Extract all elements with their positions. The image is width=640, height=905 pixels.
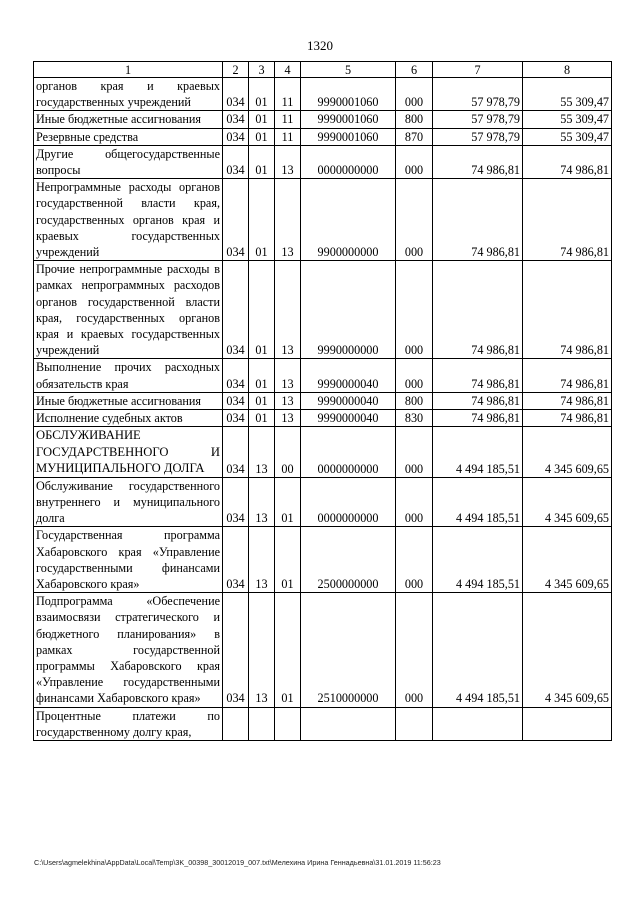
row-c3: 01 <box>249 128 275 145</box>
row-c8 <box>523 707 612 740</box>
row-c7 <box>433 707 523 740</box>
row-c3: 01 <box>249 261 275 359</box>
row-c7: 4 494 185,51 <box>433 527 523 593</box>
budget-table <box>33 61 612 741</box>
row-name: Выполнение прочих расходных обязательств края <box>34 359 223 392</box>
row-c6: 870 <box>396 128 433 145</box>
row-name: Обслуживание государственного внутреннего и муниципального долга <box>34 477 223 527</box>
row-c7: 4 494 185,51 <box>433 427 523 478</box>
row-c5: 9990001060 <box>301 111 396 128</box>
row-c6: 000 <box>396 78 433 111</box>
table-row <box>34 128 612 145</box>
row-c4: 00 <box>275 427 301 478</box>
row-c7: 74 986,81 <box>433 145 523 178</box>
row-name: Другие общегосударственные вопросы <box>34 145 223 178</box>
col-header-7: 7 <box>433 62 523 78</box>
row-c4: 13 <box>275 179 301 261</box>
row-c6: 000 <box>396 179 433 261</box>
row-c8: 4 345 609,65 <box>523 593 612 707</box>
table-row <box>34 359 612 392</box>
row-c2: 034 <box>223 145 249 178</box>
row-c3: 01 <box>249 179 275 261</box>
row-name: Исполнение судебных актов <box>34 410 223 427</box>
row-c2: 034 <box>223 359 249 392</box>
row-c8: 74 986,81 <box>523 145 612 178</box>
row-c8: 55 309,47 <box>523 128 612 145</box>
row-c3: 13 <box>249 593 275 707</box>
page-number: 1320 <box>307 38 333 53</box>
row-name: Иные бюджетные ассигнования <box>34 111 223 128</box>
row-c2: 034 <box>223 593 249 707</box>
row-c4: 01 <box>275 477 301 527</box>
row-c4: 13 <box>275 392 301 409</box>
row-c6: 000 <box>396 427 433 478</box>
row-c4: 11 <box>275 111 301 128</box>
table-row <box>34 145 612 178</box>
row-c7: 4 494 185,51 <box>433 477 523 527</box>
row-c2: 034 <box>223 427 249 478</box>
col-header-4: 4 <box>275 62 301 78</box>
row-name: Процентные платежи по государственному долгу края, <box>34 707 223 740</box>
col-header-3: 3 <box>249 62 275 78</box>
row-c7: 57 978,79 <box>433 78 523 111</box>
row-c8: 74 986,81 <box>523 261 612 359</box>
table-row <box>34 78 612 111</box>
row-name: Государственная программа Хабаровского края «Управление государственными финансами Хабаровского края» <box>34 527 223 593</box>
row-c6: 000 <box>396 261 433 359</box>
row-c2 <box>223 707 249 740</box>
row-c8: 74 986,81 <box>523 359 612 392</box>
row-c6: 000 <box>396 527 433 593</box>
row-c3: 01 <box>249 392 275 409</box>
row-name: Иные бюджетные ассигнования <box>34 392 223 409</box>
row-c2: 034 <box>223 78 249 111</box>
row-c3: 01 <box>249 145 275 178</box>
file-path-footer: C:\Users\agmelekhina\AppData\Local\Temp\3K_00398_30012019_007.txt\Мелехина Ирина Геннадьевна\31.01.2019 11:56:23 <box>34 858 441 867</box>
row-c3: 01 <box>249 410 275 427</box>
row-c5: 9990001060 <box>301 128 396 145</box>
row-c8: 74 986,81 <box>523 392 612 409</box>
row-c8: 4 345 609,65 <box>523 477 612 527</box>
row-c4: 13 <box>275 145 301 178</box>
row-c3: 01 <box>249 111 275 128</box>
table-row <box>34 261 612 359</box>
row-c5: 0000000000 <box>301 427 396 478</box>
row-c4: 13 <box>275 261 301 359</box>
row-c3: 13 <box>249 527 275 593</box>
row-c2: 034 <box>223 128 249 145</box>
table-row <box>34 111 612 128</box>
row-c3: 01 <box>249 78 275 111</box>
row-c5: 9990000040 <box>301 359 396 392</box>
row-c6: 000 <box>396 359 433 392</box>
row-c7: 74 986,81 <box>433 179 523 261</box>
table-row <box>34 179 612 261</box>
row-c6 <box>396 707 433 740</box>
row-c5: 9900000000 <box>301 179 396 261</box>
row-c7: 74 986,81 <box>433 359 523 392</box>
row-c3: 13 <box>249 477 275 527</box>
table-row <box>34 707 612 740</box>
row-c2: 034 <box>223 527 249 593</box>
row-c6: 800 <box>396 392 433 409</box>
row-c5: 9990000000 <box>301 261 396 359</box>
col-header-6: 6 <box>396 62 433 78</box>
row-c5: 2500000000 <box>301 527 396 593</box>
row-c4: 11 <box>275 128 301 145</box>
row-c3: 13 <box>249 427 275 478</box>
row-c4: 11 <box>275 78 301 111</box>
row-c4: 13 <box>275 359 301 392</box>
row-c2: 034 <box>223 410 249 427</box>
row-name: органов края и краевых государственных учреждений <box>34 78 223 111</box>
row-c4: 01 <box>275 527 301 593</box>
col-header-2: 2 <box>223 62 249 78</box>
col-header-8: 8 <box>523 62 612 78</box>
row-c8: 4 345 609,65 <box>523 427 612 478</box>
row-c6: 830 <box>396 410 433 427</box>
row-c5: 9990000040 <box>301 410 396 427</box>
row-c4: 13 <box>275 410 301 427</box>
row-name: Подпрограмма «Обеспечение взаимосвязи стратегического и бюджетного планирования» в рамках государственной программы Хабаровского края «Управление государственными финансами Хабаровского края» <box>34 593 223 707</box>
row-c5: 0000000000 <box>301 477 396 527</box>
col-header-1: 1 <box>34 62 223 78</box>
row-name: Непрограммные расходы органов государственной власти края, государственных органов края и краевых государственных учреждений <box>34 179 223 261</box>
col-header-5: 5 <box>301 62 396 78</box>
table-row <box>34 477 612 527</box>
row-c8: 55 309,47 <box>523 78 612 111</box>
row-c6: 000 <box>396 145 433 178</box>
row-c5: 0000000000 <box>301 145 396 178</box>
row-c7: 57 978,79 <box>433 128 523 145</box>
row-c7: 74 986,81 <box>433 392 523 409</box>
table-row <box>34 527 612 593</box>
row-c8: 55 309,47 <box>523 111 612 128</box>
row-c5: 9990000040 <box>301 392 396 409</box>
row-name: Прочие непрограммные расходы в рамках непрограммных расходов органов государственной власти края, государственных органов края и краевых государственных учреждений <box>34 261 223 359</box>
row-c7: 74 986,81 <box>433 261 523 359</box>
row-c2: 034 <box>223 179 249 261</box>
row-name: ОБСЛУЖИВАНИЕ ГОСУДАРСТВЕННОГО И МУНИЦИПАЛЬНОГО ДОЛГА <box>34 427 223 478</box>
row-c8: 4 345 609,65 <box>523 527 612 593</box>
row-c2: 034 <box>223 477 249 527</box>
row-c8: 74 986,81 <box>523 179 612 261</box>
row-c7: 57 978,79 <box>433 111 523 128</box>
row-c6: 000 <box>396 477 433 527</box>
row-c5: 9990001060 <box>301 78 396 111</box>
row-c2: 034 <box>223 261 249 359</box>
row-c8: 74 986,81 <box>523 410 612 427</box>
table-row <box>34 593 612 707</box>
row-c6: 000 <box>396 593 433 707</box>
row-c7: 4 494 185,51 <box>433 593 523 707</box>
row-c6: 800 <box>396 111 433 128</box>
row-c3 <box>249 707 275 740</box>
row-name: Резервные средства <box>34 128 223 145</box>
table-row <box>34 427 612 478</box>
header-row <box>34 62 612 78</box>
row-c2: 034 <box>223 111 249 128</box>
table-row <box>34 392 612 409</box>
row-c4: 01 <box>275 593 301 707</box>
row-c3: 01 <box>249 359 275 392</box>
table-row <box>34 410 612 427</box>
row-c2: 034 <box>223 392 249 409</box>
row-c4 <box>275 707 301 740</box>
row-c5: 2510000000 <box>301 593 396 707</box>
row-c7: 74 986,81 <box>433 410 523 427</box>
row-c5 <box>301 707 396 740</box>
